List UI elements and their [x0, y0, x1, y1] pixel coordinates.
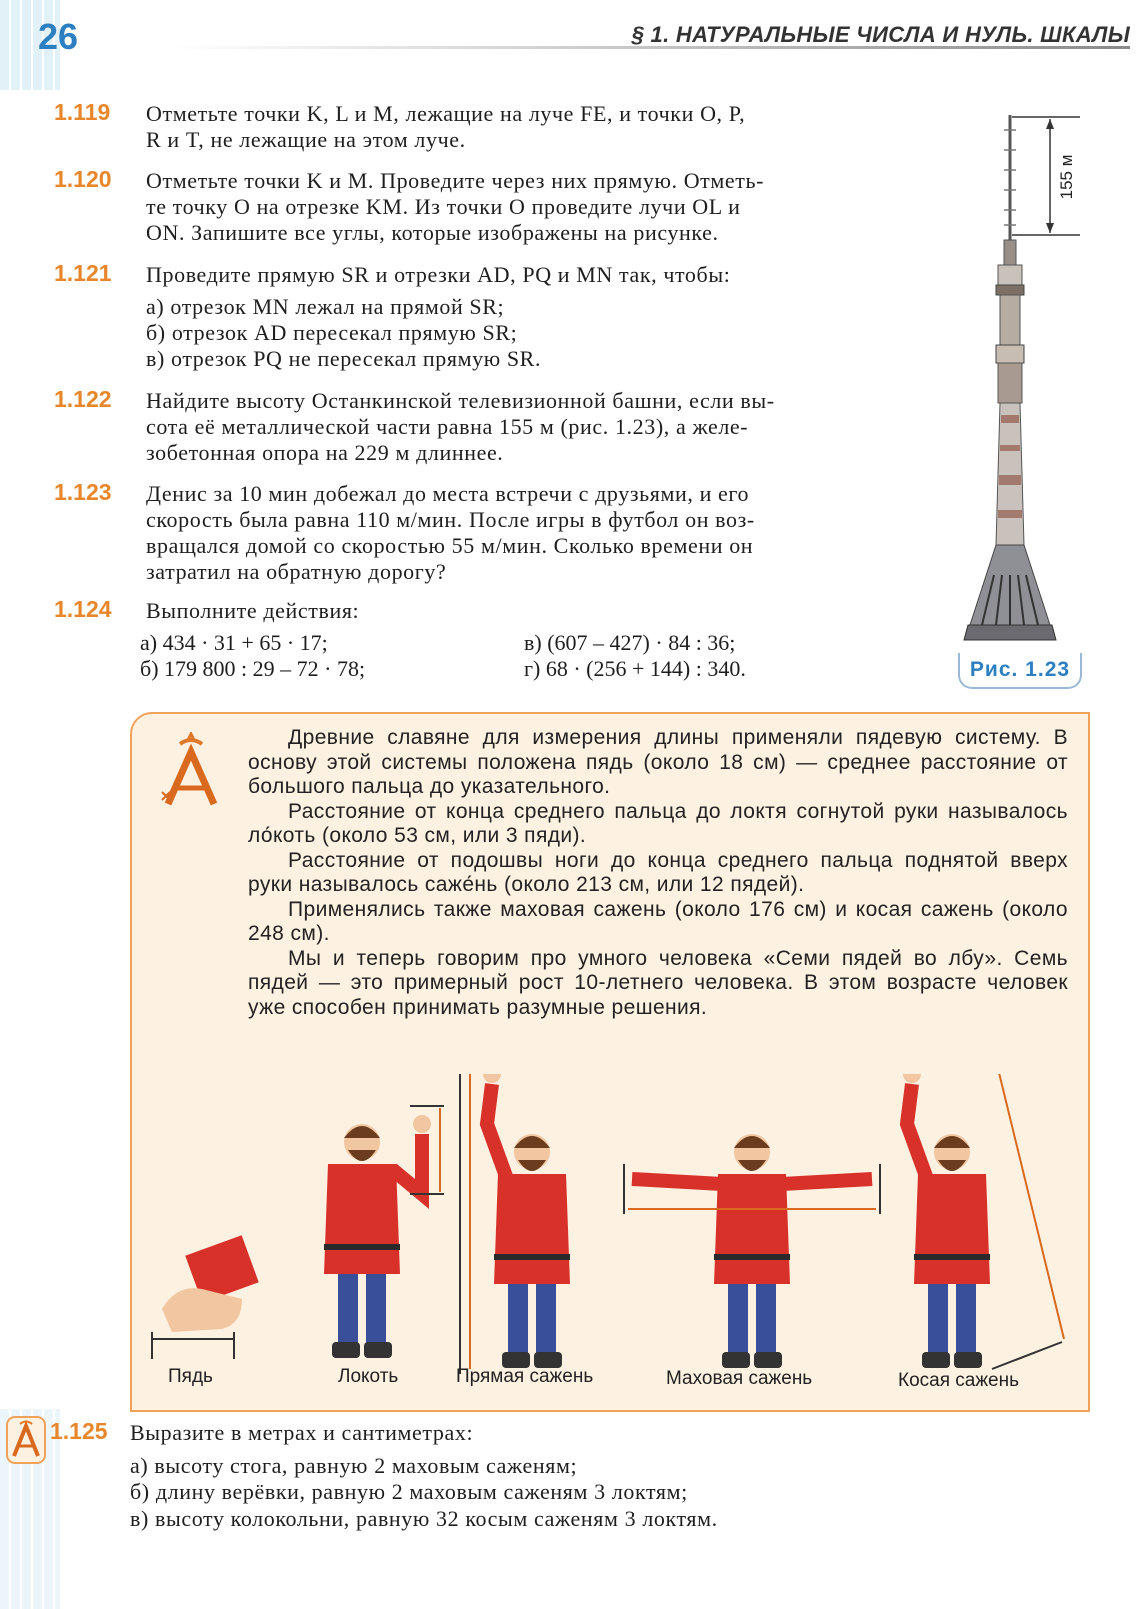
problem-line: затратил на обратную дорогу? [146, 559, 447, 584]
straight-sazhen-figure [454, 1074, 570, 1374]
problem-item: а) отрезок MN лежал на прямой SR; [146, 294, 505, 319]
flywheel-sazhen-figure [624, 1134, 880, 1368]
info-paragraph: Мы и теперь говорим про умного человека «Семи пядей во лбу». Семь пядей — это примерный рост 10-летнего человека. В этом возрасте человек уже способен принимать разумные решения. [248, 946, 1068, 1019]
problem-line: скорость была равна 110 м/мин. После игры в футбол он воз- [146, 507, 755, 532]
problem-number: 1.122 [54, 386, 112, 412]
problem-line: Найдите высоту Останкинской телевизионной башни, если вы- [146, 388, 775, 413]
info-paragraph: Расстояние от подошвы ноги до конца среднего пальца поднятой вверх руки называлось саже́нь (около 213 см, или 12 пядей). [248, 848, 1068, 896]
problem-number: 1.119 [54, 99, 111, 125]
problem-line: Отметьте точки K, L и M, лежащие на луче FE, и точки O, P, [146, 101, 746, 126]
problem-number: 1.124 [54, 596, 112, 622]
old-slavic-letter-small-icon [6, 1416, 46, 1464]
problem-line: Денис за 10 мин добежал до места встречи с друзьями, и его [146, 481, 750, 506]
problem-line: те точку O на отрезке KM. Из точки O проведите лучи OL и [146, 194, 741, 219]
span-hand-figure [152, 1235, 259, 1359]
ostankino-tower-figure [960, 105, 1100, 650]
problem-1-124 [54, 598, 934, 682]
problem-item: б) 179 800 : 29 – 72 · 78; [140, 656, 366, 681]
section-title: § 1. НАТУРАЛЬНЫЕ ЧИСЛА И НУЛЬ. ШКАЛЫ [631, 22, 1130, 47]
problem-line: Проведите прямую SR и отрезки AD, PQ и MN так, чтобы: [146, 262, 731, 287]
elbow-figure [324, 1106, 444, 1358]
problem-item: в) (607 – 427) · 84 : 36; [524, 630, 736, 655]
problem-1-121 [54, 262, 934, 372]
problem-line: зобетонная опора на 229 м длиннее. [146, 440, 504, 465]
measurement-illustration [132, 1074, 1088, 1394]
problem-number: 1.120 [54, 166, 112, 192]
dimension-label: 155 м [1057, 154, 1076, 200]
problem-1-119 [54, 101, 934, 153]
problem-item: б) длину верёвки, равную 2 маховым саженям 3 локтям; [130, 1479, 688, 1504]
info-paragraph: Древние славяне для измерения длины применяли пядевую систему. В основу этой системы положена пядь (около 18 см) — среднее расстояние от большого пальца до указательного. [248, 726, 1068, 798]
illustration-label: Пядь [168, 1366, 213, 1387]
problem-1-123 [54, 481, 934, 585]
info-text [248, 726, 1068, 1020]
history-info-box [130, 712, 1090, 1412]
problem-line: ON. Запишите все углы, которые изображены на рисунке. [146, 220, 719, 245]
info-paragraph: Расстояние от конца среднего пальца до локтя согнутой руки называлось ло́коть (около 53 см, или 3 пяди). [248, 799, 1068, 847]
illustration-label: Прямая сажень [456, 1366, 594, 1387]
problem-number: 1.121 [54, 260, 112, 286]
illustration-label: Маховая сажень [666, 1368, 813, 1389]
oblique-sazhen-figure [903, 1074, 1064, 1369]
illustration-label: Локоть [338, 1366, 399, 1387]
figure-caption: Рис. 1.23 [958, 653, 1082, 689]
problem-item: в) отрезок PQ не пересекал прямую SR. [146, 346, 542, 371]
problem-line: вращался домой со скоростью 55 м/мин. Сколько времени он [146, 533, 754, 558]
problem-number: 1.123 [54, 479, 112, 505]
problem-number: 1.125 [50, 1418, 108, 1444]
problem-item: а) высоту стога, равную 2 маховым саженям; [130, 1452, 578, 1478]
problem-1-122 [54, 388, 934, 466]
problem-item: а) 434 · 31 + 65 · 17; [140, 630, 328, 655]
problem-item: б) отрезок AD пересекал прямую SR; [146, 320, 518, 345]
problem-line: Выполните действия: [146, 598, 360, 623]
problem-1-120 [54, 168, 934, 246]
page-number: 26 [38, 16, 79, 57]
problem-line: Отметьте точки K и M. Проведите через них прямую. Отметь- [146, 168, 765, 193]
problem-line: Выразите в метрах и сантиметрах: [130, 1420, 474, 1445]
illustration-label: Косая сажень [898, 1370, 1020, 1391]
info-paragraph: Применялись также маховая сажень (около 176 см) и косая сажень (около 248 см). [248, 897, 1068, 945]
problem-line: R и T, не лежащие на этом луче. [146, 127, 466, 152]
problem-item: в) высоту колокольни, равную 32 косым саженям 3 локтям. [130, 1505, 718, 1531]
problem-item: г) 68 · (256 + 144) : 340. [524, 656, 746, 681]
old-slavic-letter-icon [160, 732, 222, 812]
problem-1-125 [6, 1420, 1106, 1532]
problem-line: сота её металлической части равна 155 м (рис. 1.23), а желе- [146, 414, 749, 439]
